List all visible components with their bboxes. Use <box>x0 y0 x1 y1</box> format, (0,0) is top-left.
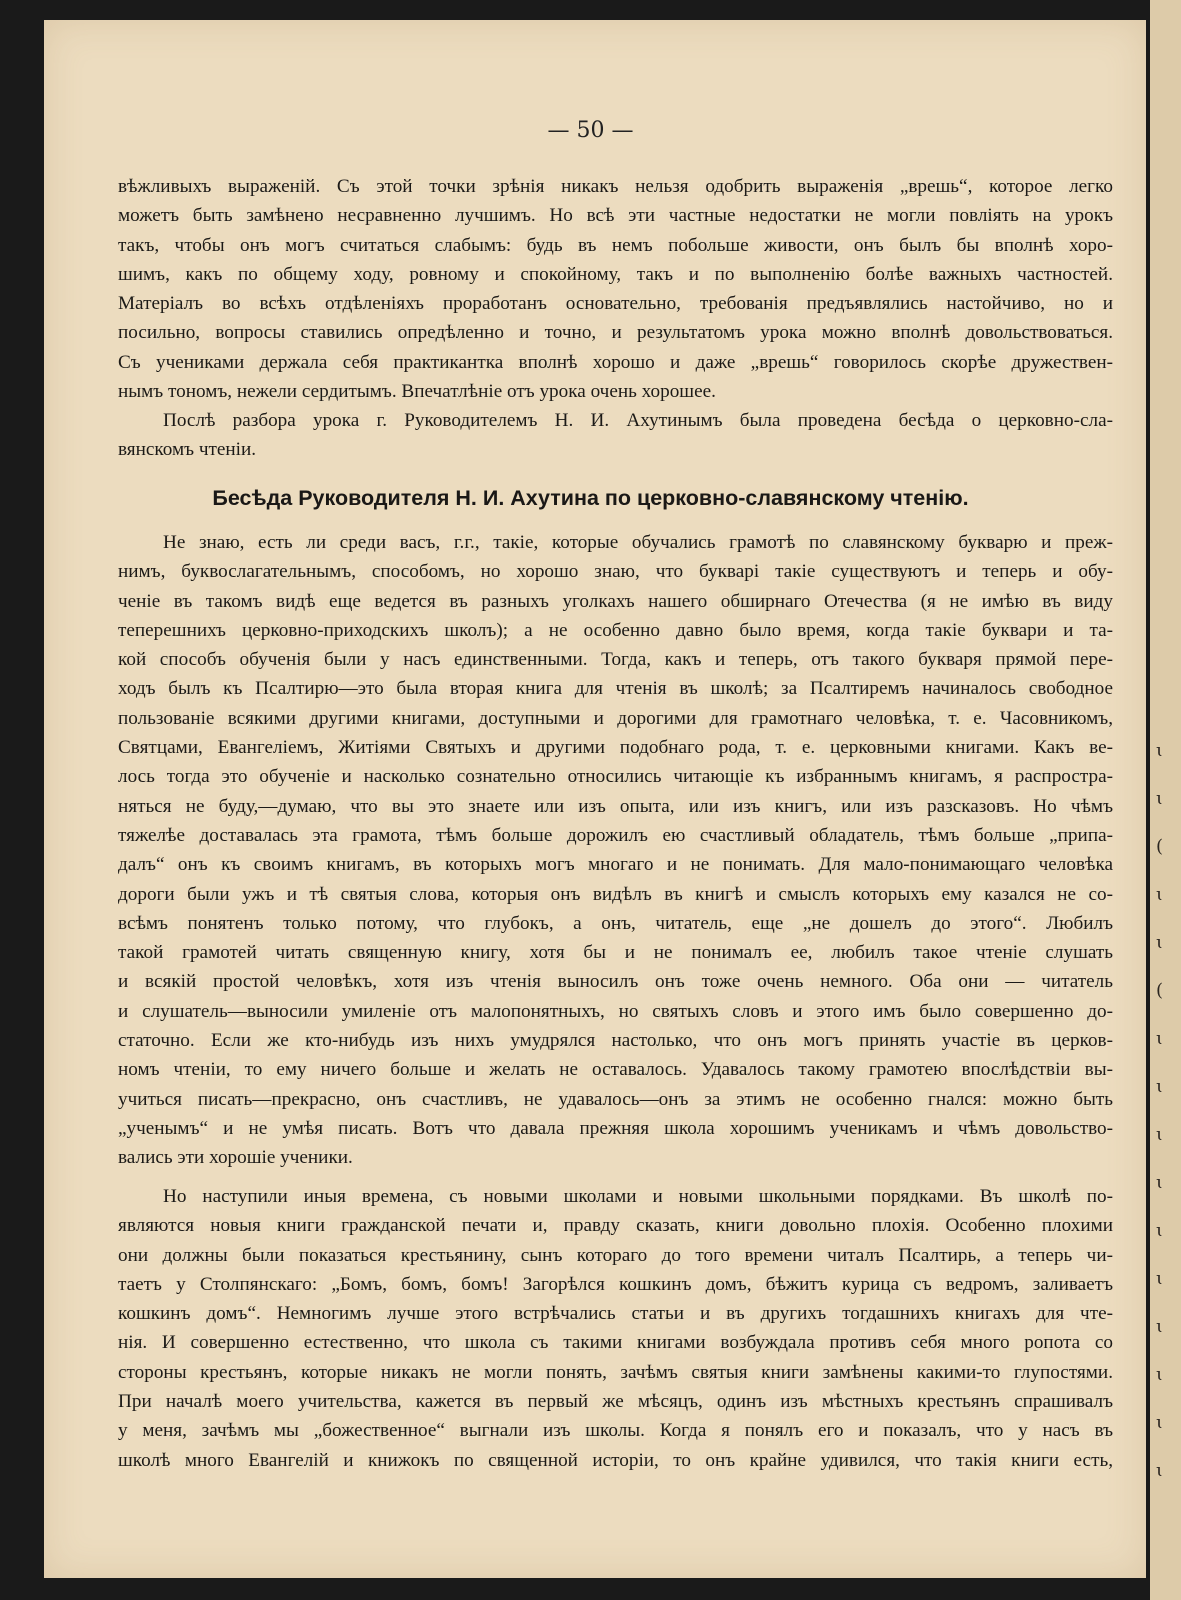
text-line: нымъ тономъ, нежели сердитымъ. Впечатлѣніе отъ урока очень хорошее. <box>118 381 716 403</box>
text-line: няться не буду,—думаю, что вы это знаете или изъ опыта, или изъ книгъ, или изъ разсказовъ. Но чѣмъ <box>118 795 1113 817</box>
page-number: — 50 — <box>547 118 634 143</box>
text-line: Святцами, Евангеліемъ, Житіями Святыхъ и другими подобнаго рода, т. е. церковными книгами. Какъ ве- <box>118 737 1113 759</box>
text-line: Но наступили иныя времена, съ новыми школами и новыми школьными порядками. Въ школѣ по- <box>163 1186 1113 1207</box>
text-line: у меня, зачѣмъ мы „божественное“ выгнали изъ школы. Когда я понялъ его и показалъ, что у насъ въ <box>118 1420 1113 1442</box>
text-line: далъ“ онъ къ своимъ книгамъ, въ которыхъ могъ многаго и не понимать. Для мало-понимающаго человѣка <box>118 854 1113 876</box>
paragraph-3 <box>118 528 1113 1173</box>
next-page-glyph: ɩ <box>1156 1460 1164 1481</box>
text-line: вянскомъ чтеніи. <box>118 439 257 461</box>
next-page-glyph: ɩ <box>1156 740 1164 761</box>
text-line: ченіе въ такомъ видѣ еще ведется въ разныхъ уголкахъ нашего обширнаго Отечества (я не имѣю въ виду <box>118 590 1113 612</box>
text-line: они должны были показаться крестьянину, сынъ котораго до того времени читалъ Псалтирь, а теперь чи- <box>118 1244 1113 1266</box>
next-page-edge <box>1150 0 1181 1600</box>
text-line: кошкинъ домъ“. Немногимъ лучше этого встрѣчались статьи и въ другихъ тогдашнихъ книгахъ для чте- <box>118 1303 1113 1325</box>
next-page-glyph: ɩ <box>1156 1172 1164 1193</box>
text-line: дороги были ужъ и тѣ святыя слова, которыя онъ видѣлъ въ книгѣ и смыслъ которыхъ ему казался не со- <box>118 883 1113 905</box>
text-line: такой грамотей читать священную книгу, хотя бы и не понималъ ее, любилъ такое чтеніе слушать <box>118 942 1113 964</box>
text-line: вались эти хорошіе ученики. <box>118 1147 353 1169</box>
text-line: нія. И совершенно естественно, что школа съ такими книгами возбуждала противъ себя много ропота со <box>118 1332 1113 1354</box>
text-line: всѣмъ понятенъ только потому, что глубокъ, а онъ, читатель, еще „не дошелъ до этого“. Любилъ <box>118 912 1113 934</box>
next-page-glyph: ɩ <box>1156 1220 1164 1241</box>
text-line: такъ, чтобы онъ могъ считаться слабымъ: будь въ немъ побольше живости, онъ былъ бы вполнѣ хоро- <box>118 234 1113 256</box>
text-line: ходъ былъ къ Псалтирю—это была вторая книга для чтенія въ школѣ; за Псалтиремъ начиналось свободное <box>118 678 1113 700</box>
text-line: школѣ много Евангелій и книжокъ по священной исторіи, то онъ крайне удивился, что такія книги есть, <box>118 1449 1113 1471</box>
text-line: и всякій простой человѣкъ, хотя изъ чтенія выносилъ онъ тоже очень немного. Оба они — читатель <box>118 971 1113 993</box>
next-page-glyph: ɩ <box>1156 932 1164 953</box>
text-line: Не знаю, есть ли среди васъ, г.г., такіе, которые обучались грамотѣ по славянскому букварю и преж- <box>163 532 1113 553</box>
next-page-glyph: ( <box>1156 980 1164 1001</box>
text-line: нимъ, буквослагательнымъ, способомъ, но хорошо знаю, что букварі такіе существуютъ и теперь и обу- <box>118 561 1113 583</box>
text-line: стороны крестьянъ, которые никакъ не могли понять, зачѣмъ святыя книги замѣнены какими-то глупостями. <box>118 1361 1113 1383</box>
text-line: Матеріалъ во всѣхъ отдѣленіяхъ проработанъ основательно, требованія предъявлялись настойчиво, но и <box>118 293 1113 315</box>
next-page-glyph: ɩ <box>1156 1316 1164 1337</box>
section-heading: Бесѣда Руководителя Н. И. Ахутина по церковно-славянскому чтенію. <box>212 486 969 510</box>
paragraph-1 <box>118 172 1113 406</box>
text-line: учиться писать—прекрасно, онъ счастливъ, не удавалось—онъ за этимъ не особенно гнался: можно быть <box>118 1088 1113 1110</box>
next-page-glyph: ɩ <box>1156 884 1164 905</box>
text-line: „ученымъ“ и не умѣя писать. Вотъ что давала прежняя школа хорошимъ ученикамъ и чѣмъ довольство- <box>118 1117 1113 1139</box>
text-line: Послѣ разбора урока г. Руководителемъ Н. И. Ахутинымъ была проведена бесѣда о церковно-сла- <box>163 410 1113 431</box>
next-page-glyph: ( <box>1156 836 1164 857</box>
next-page-glyph: ɩ <box>1156 1124 1164 1145</box>
text-line: лось тогда это обученіе и насколько сознательно относились читающіе къ избраннымъ книгамъ, я распростра- <box>118 766 1113 788</box>
text-line: При началѣ моего учительства, кажется въ первый же мѣсяцъ, одинъ изъ мѣстныхъ крестьянъ спрашивалъ <box>118 1391 1113 1413</box>
text-line: пользованіе всякими другими книгами, доступными и дорогими для грамотнаго человѣка, т. е. Часовникомъ, <box>118 707 1113 729</box>
next-page-glyph: ɩ <box>1156 1412 1164 1433</box>
text-line: теперешнихъ церковно-приходскихъ школъ); а не особенно давно было время, когда такіе буквари и та- <box>118 619 1113 641</box>
next-page-glyph: ɩ <box>1156 1028 1164 1049</box>
text-line: и слушатель—выносили умиленіе отъ малопонятныхъ, но святыхъ словъ и этого имъ было совершенно до- <box>118 1000 1113 1022</box>
next-page-glyph: ɩ <box>1156 1076 1164 1097</box>
text-line: номъ чтеніи, то ему ничего больше и желать не оставалось. Удавалось такому грамотею впослѣдствіи вы- <box>118 1059 1113 1081</box>
text-line: таетъ у Столпянскаго: „Бомъ, бомъ, бомъ! Загорѣлся кошкинъ домъ, бѣжитъ курица съ ведромъ, заливаетъ <box>118 1273 1113 1295</box>
text-line: являются новыя книги гражданской печати и, правду сказать, книги довольно плохія. Особенно плохими <box>118 1215 1113 1237</box>
text-line: шимъ, какъ по общему ходу, ровному и спокойному, такъ и по выполненію болѣе важныхъ частностей. <box>118 263 1113 285</box>
text-line: статочно. Если же кто-нибудь изъ нихъ умудрялся настолько, что онъ могъ принять участіе въ церков- <box>118 1030 1113 1052</box>
text-line: можетъ быть замѣнено несравненно лучшимъ. Но всѣ эти частные недостатки не могли повліять на урокъ <box>118 205 1113 227</box>
text-line: посильно, вопросы ставились опредѣленно и точно, и результатомъ урока можно вполнѣ довольствоваться. <box>118 322 1113 344</box>
text-line: вѣжливыхъ выраженій. Съ этой точки зрѣнія никакъ нельзя одобрить выраженія „врешь“, которое легко <box>118 176 1113 197</box>
next-page-glyph: ɩ <box>1156 1268 1164 1289</box>
next-page-glyph: ɩ <box>1156 788 1164 809</box>
text-line: кой способъ обученія были у насъ единственными. Тогда, какъ и теперь, отъ такого букваря прямой пере- <box>118 649 1113 671</box>
paragraph-2 <box>118 406 1113 465</box>
next-page-glyph: ɩ <box>1156 1364 1164 1385</box>
text-line: Съ учениками держала себя практикантка вполнѣ хорошо и даже „врешь“ говорилось скорѣе дружествен- <box>118 351 1113 373</box>
paragraph-4 <box>118 1182 1113 1475</box>
text-line: тяжелѣе доставалась эта грамота, тѣмъ больше дорожилъ ею счастливый обладатель, тѣмъ больше „припа- <box>118 824 1113 846</box>
